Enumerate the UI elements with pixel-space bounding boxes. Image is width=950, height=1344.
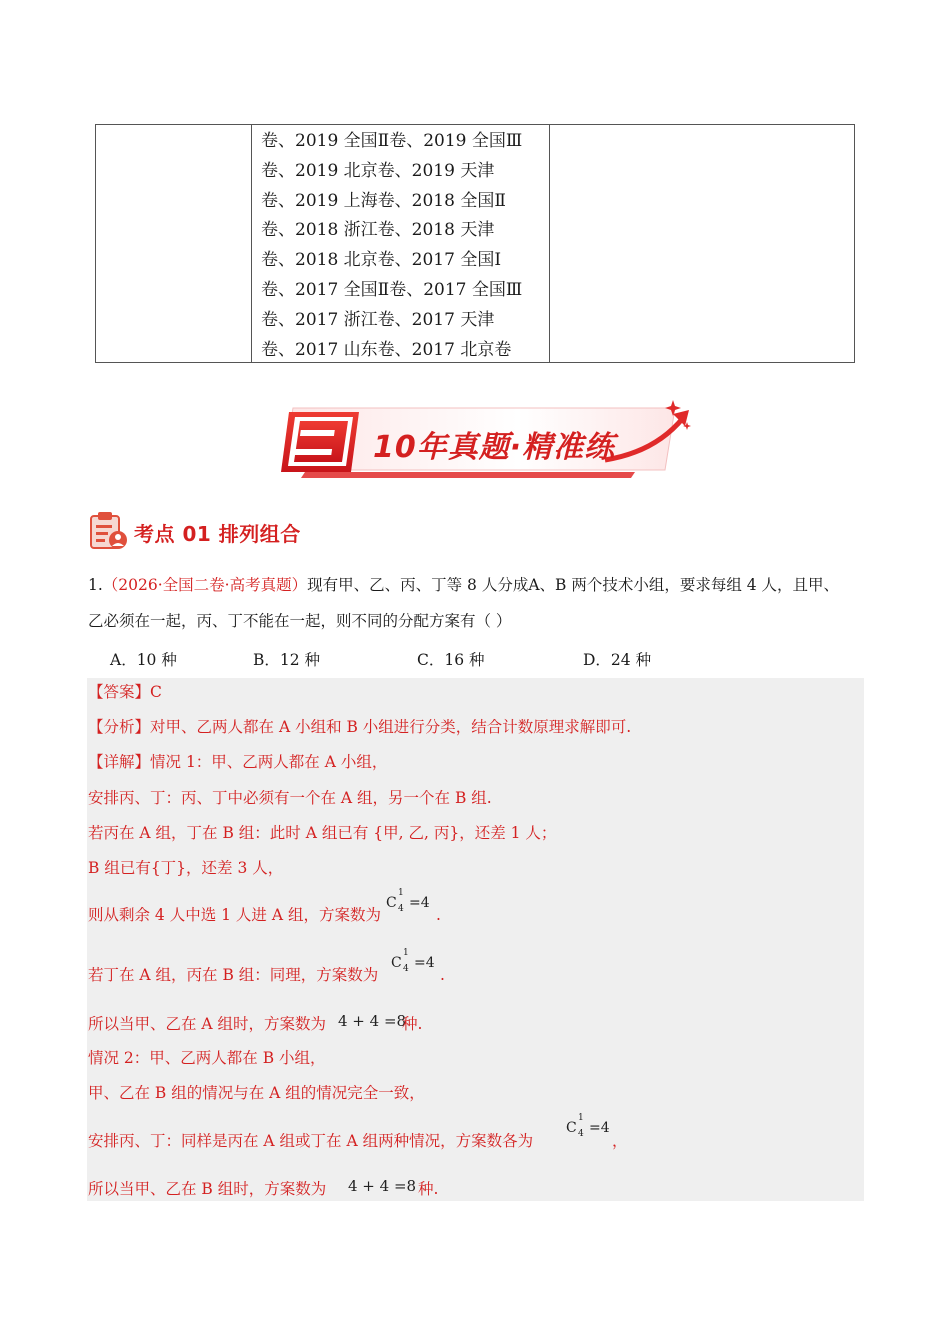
- detail-line: 安排丙、丁：同样是丙在 A 组或丁在 A 组两种情况，方案数各为: [88, 1132, 534, 1150]
- question-source: （2026·全国二卷·高考真题）: [102, 576, 308, 594]
- table-cell-years: [261, 127, 551, 365]
- reference-table: [95, 124, 855, 363]
- unit-text: 种.: [418, 1180, 439, 1198]
- period: .: [440, 966, 445, 984]
- sum-expression: 4 + 4 =8: [338, 1012, 407, 1030]
- analysis-tag: 【分析】: [88, 718, 151, 736]
- section-banner: [275, 400, 700, 482]
- table-line: 卷、2019 北京卷、2019 天津: [261, 160, 495, 181]
- table-divider: [251, 125, 252, 362]
- table-line: 卷、2019 全国Ⅱ卷、2019 全国Ⅲ: [261, 131, 523, 151]
- answer-line: [88, 682, 162, 702]
- option-c: C．16 种: [417, 651, 485, 669]
- table-line: 卷、2017 山东卷、2017 北京卷: [261, 339, 512, 360]
- analysis-line: [88, 717, 631, 737]
- clipboard-icon: [87, 510, 129, 552]
- detail-line: 所以当甲、乙在 B 组时，方案数为: [88, 1180, 327, 1198]
- detail-line: 所以当甲、乙在 A 组时，方案数为: [88, 1015, 327, 1033]
- unit-text: 种.: [402, 1015, 423, 1033]
- section-title: 考点 01 排列组合: [134, 522, 301, 546]
- table-line: 卷、2018 浙江卷、2018 天津: [261, 220, 495, 241]
- detail-line: 安排丙、丁：丙、丁中必须有一个在 A 组，另一个在 B 组.: [88, 789, 492, 807]
- analysis-text: 对甲、乙两人都在 A 小组和 B 小组进行分类，结合计数原理求解即可.: [150, 718, 632, 736]
- detail-text: 情况 1：甲、乙两人都在 A 小组，: [150, 753, 388, 771]
- detail-line: [88, 752, 387, 772]
- detail-line: 则从剩余 4 人中选 1 人进 A 组，方案数为: [88, 906, 381, 924]
- answer-value: C: [150, 683, 162, 701]
- detail-line: 若丙在 A 组，丁在 B 组：此时 A 组已有 {甲, 乙, 丙}，还差 1 人；: [88, 824, 557, 842]
- detail-line: 若丁在 A 组，丙在 B 组：同理，方案数为: [88, 966, 379, 984]
- table-line: 卷、2019 上海卷、2018 全国Ⅱ: [261, 190, 506, 211]
- sum-expression: 4 + 4 =8: [348, 1177, 417, 1195]
- combination-formula: C 1 4 =4: [566, 1113, 610, 1139]
- option-a: A．10 种: [110, 651, 177, 669]
- table-line: 卷、2018 北京卷、2017 全国Ⅰ: [261, 250, 502, 271]
- banner-title: 10年真题·精准练: [373, 430, 616, 465]
- combination-formula: C 1 4 =4: [386, 888, 430, 914]
- detail-line: B 组已有{丁}，还差 3 人，: [88, 859, 284, 877]
- detail-tag: 【详解】: [88, 753, 151, 771]
- option-d: D．24 种: [583, 651, 652, 669]
- period: .: [436, 906, 441, 924]
- question-number: 1.: [88, 576, 103, 594]
- answer-tag: 【答案】: [88, 683, 151, 701]
- table-line: 卷、2017 浙江卷、2017 天津: [261, 309, 495, 330]
- question-line-2: 乙必须在一起，丙、丁不能在一起，则不同的分配方案有（ ）: [88, 612, 512, 630]
- combination-formula: C 1 4 =4: [391, 948, 435, 974]
- detail-line: 情况 2：甲、乙两人都在 B 小组，: [88, 1049, 326, 1067]
- table-line: 卷、2017 全国Ⅱ卷、2017 全国Ⅲ: [261, 279, 523, 300]
- question-stem: 现有甲、乙、丙、丁等 8 人分成A、B 两个技术小组，要求每组 4 人，且甲、: [307, 576, 840, 594]
- question-line-1: [88, 575, 878, 595]
- option-b: B．12 种: [253, 651, 321, 669]
- detail-line: 甲、乙在 B 组的情况与在 A 组的情况完全一致，: [88, 1084, 425, 1102]
- comma: ，: [612, 1132, 628, 1150]
